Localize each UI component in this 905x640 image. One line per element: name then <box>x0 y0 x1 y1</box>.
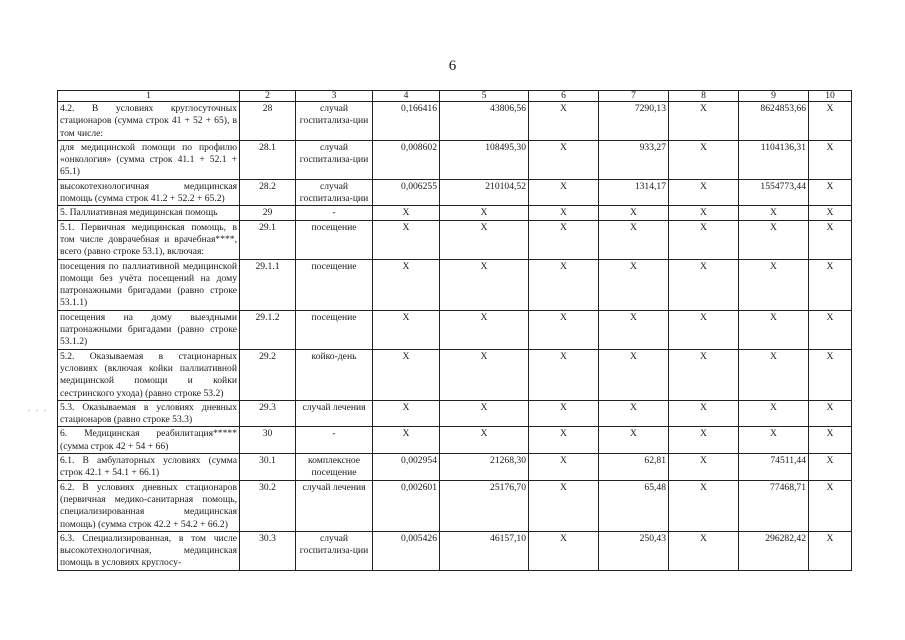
cell-col-8: X <box>669 531 739 570</box>
cell-col-9: X <box>739 310 809 349</box>
column-header: 9 <box>739 91 809 102</box>
cell-col-9: 296282,42 <box>739 531 809 570</box>
cell-col-4: X <box>373 427 440 454</box>
table-row <box>58 310 852 349</box>
row-name-cell: для медицинской помощи по профилю «онкология» (сумма строк 41.1 + 52.1 + 65.1) <box>58 140 240 179</box>
row-unit-cell: случай лечения <box>296 400 373 427</box>
cell-col-9: X <box>739 349 809 400</box>
column-header: 7 <box>599 91 669 102</box>
cell-col-8: X <box>669 454 739 481</box>
column-header: 5 <box>440 91 529 102</box>
cell-col-7: X <box>599 400 669 427</box>
cell-col-6: X <box>529 179 599 206</box>
cell-col-10: X <box>809 427 852 454</box>
row-name-cell: 6.3. Специализированная, в том числе высокотехнологичная, медицинская помощь в условиях круглосу- <box>58 531 240 570</box>
cell-col-9: X <box>739 206 809 220</box>
cell-col-6: X <box>529 102 599 141</box>
row-unit-cell: случай лечения <box>296 480 373 531</box>
row-name-cell: 5.2. Оказываемая в стационарных условиях (включая койки паллиативной медицинской помощи и койки сестринского ухода) (равно строке 53.2) <box>58 349 240 400</box>
cell-col-4: X <box>373 259 440 310</box>
cell-col-10: X <box>809 140 852 179</box>
cell-col-10: X <box>809 220 852 259</box>
cell-col-6: X <box>529 480 599 531</box>
cell-col-9: X <box>739 427 809 454</box>
cell-col-9: X <box>739 259 809 310</box>
table-row <box>58 259 852 310</box>
cell-col-10: X <box>809 400 852 427</box>
row-code-cell: 29.1 <box>240 220 296 259</box>
cell-col-6: X <box>529 259 599 310</box>
cell-col-7: X <box>599 259 669 310</box>
column-header: 4 <box>373 91 440 102</box>
row-name-cell: 6. Медицинская реабилитация***** (сумма строк 42 + 54 + 66) <box>58 427 240 454</box>
cell-col-4: 0,005426 <box>373 531 440 570</box>
cell-col-4: X <box>373 400 440 427</box>
cell-col-5: X <box>440 259 529 310</box>
cell-col-5: 210104,52 <box>440 179 529 206</box>
row-unit-cell: посещение <box>296 259 373 310</box>
table-row <box>58 531 852 570</box>
cell-col-10: X <box>809 259 852 310</box>
cell-col-6: X <box>529 400 599 427</box>
scan-artifact: . . . <box>28 404 48 413</box>
row-unit-cell: случай госпитализа-ции <box>296 179 373 206</box>
row-code-cell: 30.3 <box>240 531 296 570</box>
page-number: 6 <box>448 58 457 74</box>
column-number-row <box>58 91 852 102</box>
cell-col-10: X <box>809 102 852 141</box>
cell-col-8: X <box>669 102 739 141</box>
cell-col-7: X <box>599 310 669 349</box>
column-header: 2 <box>240 91 296 102</box>
cell-col-6: X <box>529 310 599 349</box>
column-header: 10 <box>809 91 852 102</box>
cell-col-8: X <box>669 206 739 220</box>
cell-col-5: X <box>440 400 529 427</box>
column-header: 8 <box>669 91 739 102</box>
cell-col-4: X <box>373 206 440 220</box>
cell-col-5: X <box>440 220 529 259</box>
cell-col-10: X <box>809 531 852 570</box>
row-unit-cell: посещение <box>296 310 373 349</box>
cell-col-8: X <box>669 220 739 259</box>
column-header: 3 <box>296 91 373 102</box>
cell-col-8: X <box>669 310 739 349</box>
cell-col-4: 0,006255 <box>373 179 440 206</box>
cell-col-7: X <box>599 220 669 259</box>
cell-col-8: X <box>669 259 739 310</box>
table-row <box>58 427 852 454</box>
cell-col-8: X <box>669 427 739 454</box>
row-unit-cell: случай госпитализа-ции <box>296 531 373 570</box>
cell-col-6: X <box>529 531 599 570</box>
cell-col-5: X <box>440 427 529 454</box>
column-header: 1 <box>58 91 240 102</box>
cell-col-10: X <box>809 454 852 481</box>
financing-table <box>57 90 852 571</box>
cell-col-4: 0,008602 <box>373 140 440 179</box>
cell-col-5: 43806,56 <box>440 102 529 141</box>
cell-col-8: X <box>669 480 739 531</box>
row-name-cell: 4.2. В условиях круглосуточных стационаров (сумма строк 41 + 52 + 65), в том числе: <box>58 102 240 141</box>
row-code-cell: 29.3 <box>240 400 296 427</box>
cell-col-10: X <box>809 310 852 349</box>
row-unit-cell: комплексное посещение <box>296 454 373 481</box>
row-unit-cell: - <box>296 427 373 454</box>
table-row <box>58 480 852 531</box>
cell-col-10: X <box>809 349 852 400</box>
cell-col-4: 0,166416 <box>373 102 440 141</box>
cell-col-8: X <box>669 179 739 206</box>
cell-col-7: 7290,13 <box>599 102 669 141</box>
row-name-cell: посещения по паллиативной медицинской помощи без учёта посещений на дому патронажными бригадами (равно строке 53.1.1) <box>58 259 240 310</box>
cell-col-6: X <box>529 220 599 259</box>
row-code-cell: 30 <box>240 427 296 454</box>
cell-col-7: X <box>599 206 669 220</box>
cell-col-6: X <box>529 206 599 220</box>
cell-col-10: X <box>809 480 852 531</box>
column-header: 6 <box>529 91 599 102</box>
cell-col-6: X <box>529 349 599 400</box>
row-unit-cell: случай госпитализа-ции <box>296 140 373 179</box>
row-name-cell: 6.1. В амбулаторных условиях (сумма строк 42.1 + 54.1 + 66.1) <box>58 454 240 481</box>
row-code-cell: 28.2 <box>240 179 296 206</box>
table-row <box>58 102 852 141</box>
cell-col-8: X <box>669 349 739 400</box>
cell-col-9: 1104136,31 <box>739 140 809 179</box>
cell-col-4: X <box>373 220 440 259</box>
row-code-cell: 29 <box>240 206 296 220</box>
cell-col-9: 1554773,44 <box>739 179 809 206</box>
cell-col-10: X <box>809 179 852 206</box>
row-code-cell: 28.1 <box>240 140 296 179</box>
row-name-cell: 5. Паллиативная медицинская помощь <box>58 206 240 220</box>
cell-col-4: 0,002954 <box>373 454 440 481</box>
table-row <box>58 220 852 259</box>
table-row <box>58 349 852 400</box>
cell-col-5: 21268,30 <box>440 454 529 481</box>
row-name-cell: 5.1. Первичная медицинская помощь, в том числе доврачебная и врачебная****, всего (равно строке 53.1), включая: <box>58 220 240 259</box>
cell-col-8: X <box>669 140 739 179</box>
row-code-cell: 30.1 <box>240 454 296 481</box>
cell-col-8: X <box>669 400 739 427</box>
row-name-cell: высокотехнологичная медицинская помощь (сумма строк 41.2 + 52.2 + 65.2) <box>58 179 240 206</box>
row-unit-cell: случай госпитализа-ции <box>296 102 373 141</box>
table-row <box>58 206 852 220</box>
cell-col-7: 62,81 <box>599 454 669 481</box>
cell-col-7: 65,48 <box>599 480 669 531</box>
row-unit-cell: - <box>296 206 373 220</box>
cell-col-10: X <box>809 206 852 220</box>
table-row <box>58 454 852 481</box>
cell-col-9: 74511,44 <box>739 454 809 481</box>
row-unit-cell: посещение <box>296 220 373 259</box>
cell-col-6: X <box>529 140 599 179</box>
cell-col-9: X <box>739 220 809 259</box>
cell-col-7: 1314,17 <box>599 179 669 206</box>
table-row <box>58 140 852 179</box>
cell-col-5: X <box>440 206 529 220</box>
table-row <box>58 400 852 427</box>
cell-col-5: X <box>440 349 529 400</box>
row-code-cell: 29.1.2 <box>240 310 296 349</box>
cell-col-7: X <box>599 427 669 454</box>
cell-col-7: X <box>599 349 669 400</box>
row-code-cell: 29.1.1 <box>240 259 296 310</box>
cell-col-7: 933,27 <box>599 140 669 179</box>
row-code-cell: 29.2 <box>240 349 296 400</box>
row-name-cell: 5.3. Оказываемая в условиях дневных стационаров (равно строке 53.3) <box>58 400 240 427</box>
cell-col-5: X <box>440 310 529 349</box>
cell-col-4: X <box>373 310 440 349</box>
cell-col-5: 108495,30 <box>440 140 529 179</box>
row-code-cell: 30.2 <box>240 480 296 531</box>
row-name-cell: посещения на дому выездными патронажными бригадами (равно строке 53.1.2) <box>58 310 240 349</box>
cell-col-5: 25176,70 <box>440 480 529 531</box>
row-unit-cell: койко-день <box>296 349 373 400</box>
table-body <box>58 102 852 571</box>
row-code-cell: 28 <box>240 102 296 141</box>
cell-col-5: 46157,10 <box>440 531 529 570</box>
cell-col-6: X <box>529 454 599 481</box>
cell-col-6: X <box>529 427 599 454</box>
cell-col-4: X <box>373 349 440 400</box>
cell-col-4: 0,002601 <box>373 480 440 531</box>
cell-col-7: 250,43 <box>599 531 669 570</box>
cell-col-9: 8624853,66 <box>739 102 809 141</box>
row-name-cell: 6.2. В условиях дневных стационаров (первичная медико-санитарная помощь, специализированная медицинская помощь) (сумма строк 42.2 + 54.2 + 66.2) <box>58 480 240 531</box>
table-row <box>58 179 852 206</box>
cell-col-9: X <box>739 400 809 427</box>
cell-col-9: 77468,71 <box>739 480 809 531</box>
